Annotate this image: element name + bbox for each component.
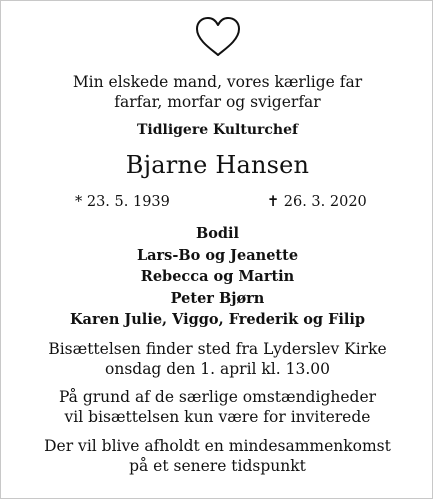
memorial-line-2: på et senere tidspunkt: [129, 457, 306, 475]
relatives-list: [1, 223, 433, 331]
intro-line-1: Min elskede mand, vores kærlige far: [72, 73, 363, 91]
relative-line: Karen Julie, Viggo, Frederik og Filip: [69, 311, 366, 328]
relative-line: Peter Bjørn: [170, 289, 265, 307]
funeral-line-2: onsdag den 1. april kl. 13.00: [105, 360, 330, 378]
funeral-line-1: Bisættelsen finder sted fra Lyderslev Kirke: [48, 340, 387, 358]
memorial-info: [1, 436, 433, 476]
deceased-name: Bjarne Hansen: [125, 151, 310, 179]
intro-text: [1, 72, 433, 112]
relative-line: Bodil: [195, 225, 240, 242]
restriction-line-1: På grund af de særlige omstændigheder: [58, 388, 377, 406]
relative-line: Lars-Bo og Jeanette: [136, 246, 299, 264]
restriction-info: [1, 387, 433, 427]
intro-line-2: farfar, morfar og svigerfar: [114, 93, 321, 111]
dates-row: [1, 194, 433, 214]
relative-line: Rebecca og Martin: [140, 268, 295, 285]
memorial-line-1: Der vil blive afholdt en mindesammenkomst: [44, 437, 391, 455]
birth-date: * 23. 5. 1939: [75, 194, 170, 210]
restriction-line-2: vil bisættelsen kun være for inviterede: [64, 408, 371, 426]
heart-icon: [194, 15, 242, 59]
former-title: Tidligere Kulturchef: [136, 122, 299, 138]
death-date: ✝ 26. 3. 2020: [267, 194, 367, 210]
funeral-info: [1, 339, 433, 379]
